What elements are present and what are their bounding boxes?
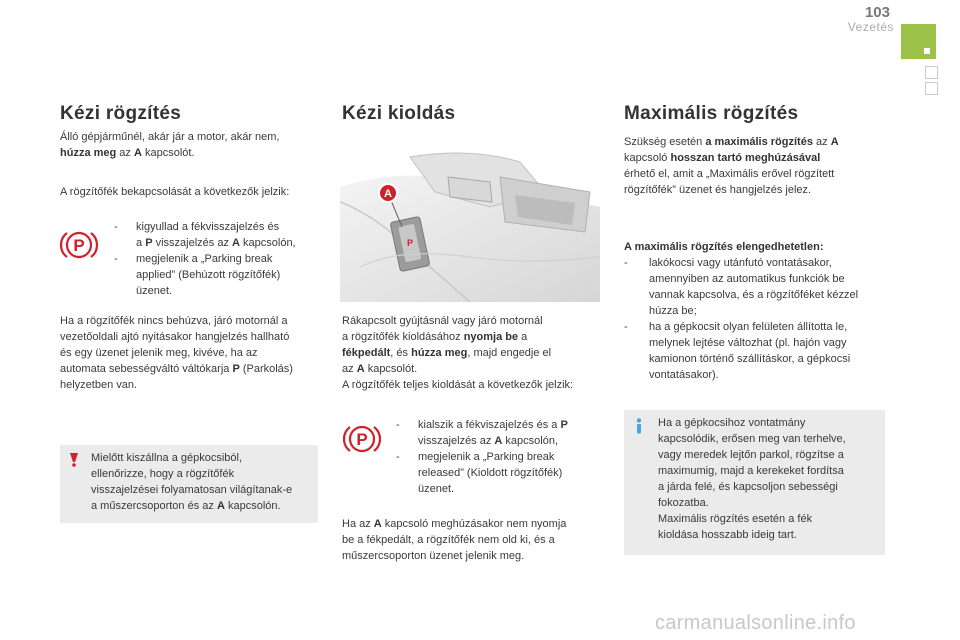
max-apply-conditions-list — [624, 255, 894, 383]
list-item: - megjelenik a „Parking break applied” (Behúzott rögzítőfék) üzenet. — [114, 253, 281, 297]
label-a: A — [384, 188, 392, 200]
section-heading-manual-release: Kézi kioldás — [342, 103, 456, 124]
chapter-tab[interactable] — [901, 24, 936, 59]
tab-marker — [924, 48, 930, 54]
apply-indicators-list — [110, 219, 330, 299]
list-item: - kigyullad a fékvisszajelzés és a P visszajelzés az A kapcsolón, — [114, 221, 296, 249]
svg-text:P: P — [73, 236, 85, 255]
release-indicators-list — [392, 417, 612, 497]
manual-apply-intro: Álló gépjárműnél, akár jár a motor, akár nem, húzza meg az A kapcsolót. — [60, 131, 280, 159]
brake-switch-illustration — [340, 147, 600, 307]
chapter-tab-empty-2[interactable] — [925, 82, 938, 95]
parking-brake-icon — [60, 228, 98, 267]
chapter-tab-empty-1[interactable] — [925, 66, 938, 79]
max-apply-subheading: A maximális rögzítés elengedhetetlen: — [624, 241, 824, 253]
list-item: - ha a gépkocsit olyan felületen állította le, melynek lejtése változhat (pl. hajón vagy kamionon történő szállításkor, a gépkocsi vontatásakor). — [624, 321, 851, 381]
list-item: - lakókocsi vagy utánfutó vontatásakor, amennyiben az automatikus funkciók be vannak kapcsolva, és a rögzítőféket kézzel húzza be; — [624, 257, 859, 317]
release-failure-paragraph: Ha az A kapcsoló meghúzásakor nem nyomja be a fékpedált, a rögzítőfék nem old ki, és a műszercsoporton üzenet jelenik meg. — [342, 518, 567, 562]
svg-text:P: P — [356, 430, 368, 449]
warning-note: Mielőtt kiszállna a gépkocsiból, ellenőrizze, hogy a rögzítőfék visszajelzései folyamatosan világítanak-e a műszercsoporton és az A kapcsolón. — [60, 445, 318, 523]
section-heading-manual-apply: Kézi rögzítés — [60, 103, 182, 124]
section-heading-max-apply: Maximális rögzítés — [624, 103, 799, 124]
watermark: carmanualsonline.info — [655, 612, 856, 634]
info-icon — [633, 418, 645, 434]
list-item: - megjelenik a „Parking break released” (Kioldott rögzítőfék) üzenet. — [396, 451, 563, 495]
section-title: Vezetés — [847, 20, 894, 34]
page-number: 103 — [864, 4, 890, 21]
warning-icon — [66, 451, 82, 467]
manual-release-instructions: Rákapcsolt gyújtásnál vagy járó motornál a rögzítőfék kioldásához nyomja be a fékpedált, és húzza meg, majd engedje el az A kapcsolót. A rögzítőfék teljes kioldását a következők jelzik: — [342, 315, 574, 391]
apply-indicators-intro: A rögzítőfék bekapcsolását a következők jelzik: — [60, 186, 290, 198]
parking-brake-icon — [343, 422, 381, 461]
door-warning-paragraph: Ha a rögzítőfék nincs behúzva, járó motornál a vezetőoldali ajtó nyitásakor hangjelzés hallható és egy üzenet jelenik meg, kivéve, ha az automata sebességváltó váltókarja P (Parkolás) helyzetben van. — [60, 315, 293, 391]
svg-text:P: P — [407, 238, 414, 248]
info-note: Ha a gépkocsihoz vontatmány kapcsolódik, erősen meg van terhelve, vagy meredek lejtőn parkol, rögzítse a maximumig, majd a kerekeket fordítsa a járda felé, és kapcsoljon sebességi fokozatba. Maximális rögzítés esetén a fék kioldása hosszabb ideig tart. — [624, 410, 885, 555]
max-apply-intro: Szükség esetén a maximális rögzítés az A kapcsoló hosszan tartó meghúzásával érhető el, amit a „Maximális erővel rögzített rögzítőfék” üzenet és hangjelzés jelez. — [624, 136, 839, 196]
list-item: - kialszik a fékviszajelzés és a P visszajelzés az A kapcsolón, — [396, 419, 568, 447]
